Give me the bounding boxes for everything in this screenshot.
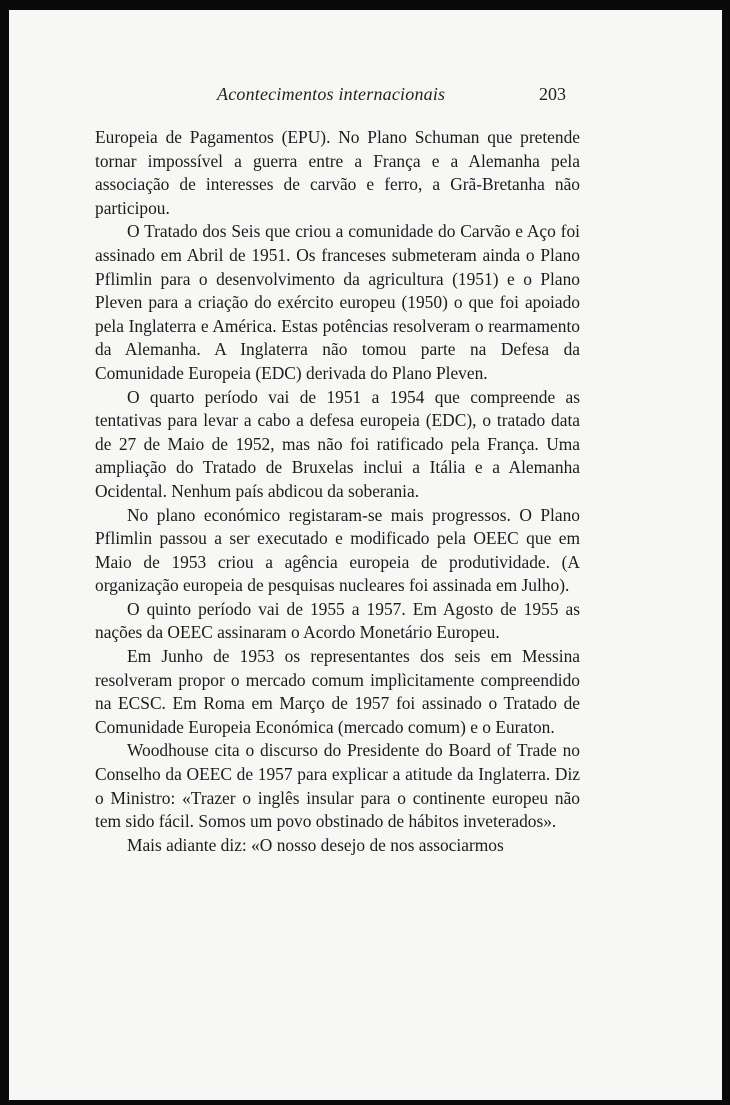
- running-title: Acontecimentos internacionais: [217, 84, 446, 104]
- paragraph: O quarto período vai de 1951 a 1954 que compreende as tentativas para levar a cabo a defesa europeia (EDC), o tratado data de 27 de Maio de 1952, mas não foi ratificado pela França. Uma ampliação do Tratado de Bruxelas inclui a Itália e a Alemanha Ocidental. Nenhum país abdicou da soberania.: [95, 386, 580, 501]
- paragraph: No plano económico registaram-se mais progressos. O Plano Pflimlin passou a ser executado e modificado pela OEEC que em Maio de 1953 criou a agência europeia de produtividade. (A organização europeia de pesquisas nucleares foi assinada em Julho).: [95, 504, 580, 596]
- page-number: 203: [539, 84, 566, 104]
- paragraph-continuation: Europeia de Pagamentos (EPU). No Plano Schuman que pretende tornar impossível a guerra entre a França e a Alemanha pela associação de interesses de carvão e ferro, a Grã-Bretanha não participou.: [95, 127, 580, 218]
- paragraph: Em Junho de 1953 os representantes dos seis em Messina resolveram propor o mercado comum implìcitamente compreendido na ECSC. Em Roma em Março de 1957 foi assinado o Tratado de Comunidade Europeia Económica (mercado comum) e o Euraton.: [95, 646, 580, 737]
- paragraph: Woodhouse cita o discurso do Presidente do Board of Trade no Conselho da OEEC de 1957 para explicar a atitude da Inglaterra. Diz o Ministro: «Trazer o inglês insular para o continente europeu não tem sido fácil. Somos um povo obstinado de hábitos inveterados».: [95, 740, 580, 832]
- body-text: [95, 126, 580, 857]
- paragraph: Mais adiante diz: «O nosso desejo de nos associarmos: [127, 834, 504, 855]
- paragraph: O quinto período vai de 1955 a 1957. Em Agosto de 1955 as nações da OEEC assinaram o Acordo Monetário Europeu.: [95, 598, 580, 643]
- book-page: [9, 10, 722, 1100]
- running-header: [9, 84, 722, 108]
- paragraph: O Tratado dos Seis que criou a comunidade do Carvão e Aço foi assinado em Abril de 1951. Os franceses submeteram ainda o Plano Pflimlin para o desenvolvimento da agricultura (1951) e o Plano Pleven para a criação do exército europeu (1950) o que foi apoiado pela Inglaterra e América. Estas potências resolveram o rearmamento da Alemanha. A Inglaterra não tomou parte na Defesa da Comunidade Europeia (EDC) derivada do Plano Pleven.: [95, 221, 580, 383]
